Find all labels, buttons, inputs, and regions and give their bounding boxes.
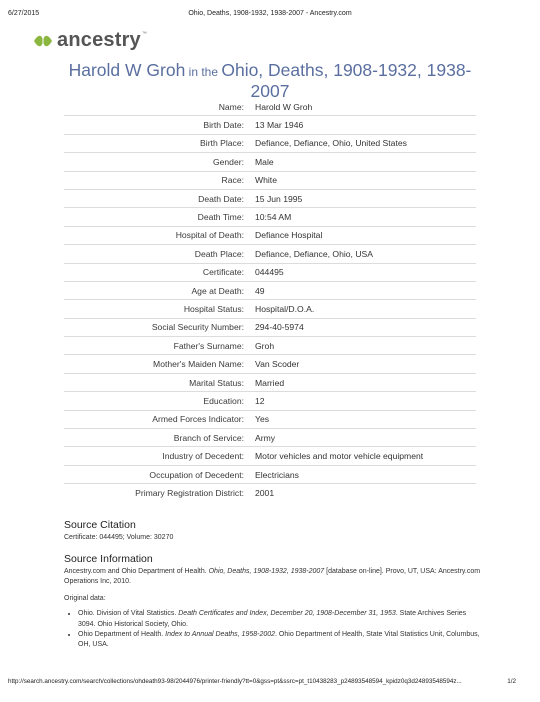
source-information-text: Ancestry.com and Ohio Department of Health. Ohio, Deaths, 1908-1932, 1938-2007 [database on-line]. Provo, UT, USA: Ancestry.com Operations Inc, 2010. bbox=[64, 568, 481, 586]
fact-label: Birth Place: bbox=[64, 134, 255, 152]
fact-label: Age at Death: bbox=[64, 281, 255, 299]
fact-value: Van Scoder bbox=[255, 355, 476, 373]
fact-label: Gender: bbox=[64, 153, 255, 171]
fact-row bbox=[64, 134, 476, 152]
fact-row bbox=[64, 392, 476, 410]
fact-row bbox=[64, 208, 476, 226]
fact-value: 15 Jun 1995 bbox=[255, 189, 476, 207]
fact-label: Death Date: bbox=[64, 189, 255, 207]
fact-row bbox=[64, 226, 476, 244]
fact-value: White bbox=[255, 171, 476, 189]
print-date: 6/27/2015 bbox=[8, 10, 40, 17]
fact-value: 2001 bbox=[255, 487, 275, 498]
original-data-item: • Ohio. Division of Vital Statistics. Death Certificates and Index, December 20, 1908-December 31, 1953. State Archives Series 3094. Ohio Historical Society, Ohio. bbox=[78, 609, 484, 630]
page-title bbox=[60, 61, 480, 101]
record-facts-table bbox=[64, 98, 476, 502]
person-name: Harold W Groh bbox=[68, 60, 186, 80]
page-number: 1/2 bbox=[507, 678, 516, 685]
source-citation-heading: Source Citation bbox=[64, 519, 136, 531]
fact-value: 13 Mar 1946 bbox=[255, 116, 476, 134]
fact-value: Motor vehicles and motor vehicle equipment bbox=[255, 447, 476, 465]
fact-label: Hospital of Death: bbox=[64, 226, 255, 244]
fact-value: Defiance, Defiance, Ohio, USA bbox=[255, 245, 476, 263]
fact-row bbox=[64, 318, 476, 336]
fact-label: Armed Forces Indicator: bbox=[64, 410, 255, 428]
fact-label: Branch of Service: bbox=[64, 429, 255, 447]
fact-row bbox=[64, 484, 476, 502]
logo-wordmark: ancestry bbox=[57, 29, 141, 51]
fact-row bbox=[64, 465, 476, 483]
fact-value: Army bbox=[255, 429, 476, 447]
fact-label: Death Place: bbox=[64, 245, 255, 263]
fact-value: Groh bbox=[255, 337, 476, 355]
ancestry-logo[interactable] bbox=[32, 29, 147, 52]
trademark-mark: ™ bbox=[141, 30, 147, 37]
fact-label: Social Security Number: bbox=[64, 318, 255, 336]
original-data-item: • Ohio Department of Health. Index to Annual Deaths, 1958-2002. Ohio Department of Health, State Vital Statistics Unit, Columbus, OH, USA. bbox=[78, 630, 484, 651]
fact-row bbox=[64, 245, 476, 263]
fact-label: Certificate: bbox=[64, 263, 255, 281]
fact-label: Occupation of Decedent: bbox=[64, 465, 255, 483]
original-data-label: Original data: bbox=[64, 594, 106, 602]
fact-value: 044495 bbox=[255, 263, 476, 281]
fact-value: Electricians bbox=[255, 465, 476, 483]
fact-label: Birth Date: bbox=[64, 116, 255, 134]
fact-row bbox=[64, 98, 476, 116]
fact-value: 10:54 AM bbox=[255, 208, 476, 226]
original-data-list bbox=[64, 609, 484, 651]
print-document-title: Ohio, Deaths, 1908-1932, 1938-2007 - Ancestry.com bbox=[188, 10, 352, 17]
fact-value: Married bbox=[255, 373, 476, 391]
fact-label: Industry of Decedent: bbox=[64, 447, 255, 465]
fact-row bbox=[64, 429, 476, 447]
fact-label: Education: bbox=[64, 392, 255, 410]
fact-value: Hospital/D.O.A. bbox=[255, 300, 476, 318]
fact-label: Death Time: bbox=[64, 208, 255, 226]
source-information-section bbox=[64, 553, 484, 651]
fact-row bbox=[64, 153, 476, 171]
fact-row bbox=[64, 447, 476, 465]
fact-label: Race: bbox=[64, 171, 255, 189]
fact-value: Harold W Groh bbox=[255, 98, 476, 116]
fact-row bbox=[64, 300, 476, 318]
title-connector: in the bbox=[185, 65, 222, 79]
fact-label: Father's Surname: bbox=[64, 337, 255, 355]
fact-row bbox=[64, 337, 476, 355]
source-citation-section bbox=[64, 519, 484, 543]
fact-row bbox=[64, 355, 476, 373]
fact-row bbox=[64, 263, 476, 281]
fact-row bbox=[64, 410, 476, 428]
fact-value: Defiance Hospital bbox=[255, 226, 476, 244]
print-footer bbox=[8, 678, 516, 688]
fact-row bbox=[64, 116, 476, 134]
fact-label: Primary Registration District: bbox=[135, 487, 244, 498]
fact-value: 49 bbox=[255, 281, 476, 299]
fact-value: Male bbox=[255, 153, 476, 171]
collection-name: Ohio, Deaths, 1908-1932, 1938-2007 bbox=[221, 60, 472, 101]
source-information-heading: Source Information bbox=[64, 553, 153, 565]
fact-value: Yes bbox=[255, 410, 476, 428]
fact-value: 294-40-5974 bbox=[255, 318, 476, 336]
leaf-icon bbox=[32, 31, 54, 51]
fact-label: Mother's Maiden Name: bbox=[64, 355, 255, 373]
fact-value: Defiance, Defiance, Ohio, United States bbox=[255, 134, 476, 152]
fact-row bbox=[64, 281, 476, 299]
fact-label: Name: bbox=[64, 98, 255, 116]
print-url: http://search.ancestry.com/search/collections/ohdeath93-98/2044976/printer-friendly?tt=0&gss=pt&ssrc=pt_t10438283_p24893548594_kpidz0q3d24893548594z... bbox=[8, 678, 462, 685]
fact-value: 12 bbox=[255, 392, 476, 410]
fact-label: Hospital Status: bbox=[64, 300, 255, 318]
source-citation-text: Certificate: 044495; Volume: 30270 bbox=[64, 534, 174, 541]
fact-row bbox=[64, 171, 476, 189]
fact-label: Marital Status: bbox=[64, 373, 255, 391]
fact-row bbox=[64, 373, 476, 391]
fact-row bbox=[64, 189, 476, 207]
print-header bbox=[8, 10, 532, 20]
